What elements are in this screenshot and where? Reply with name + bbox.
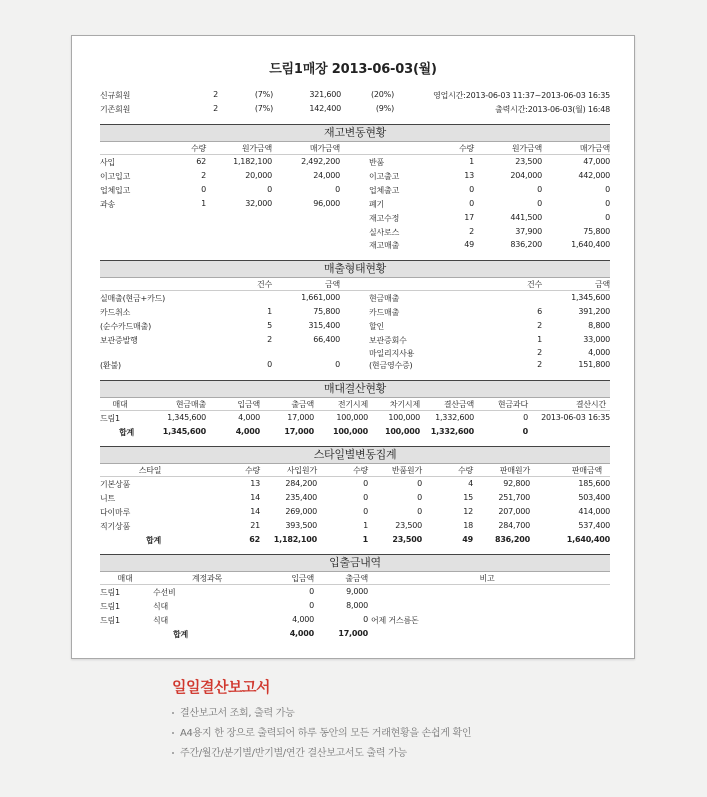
bullet-dot-icon	[172, 712, 174, 714]
caption-bullet: A4용지 한 장으로 출력되어 하루 동안의 모든 거래현황을 손쉽게 확인	[172, 724, 471, 739]
member-existing-count: 2	[213, 104, 218, 113]
inv-header-cost: 원가금액	[241, 144, 272, 153]
section-settlement-title: 매대결산현황	[100, 380, 610, 398]
member-existing-pct: (7%)	[254, 104, 273, 113]
business-time: 영업시간:2013-06-03 11:37~2013-06-03 16:35	[433, 91, 610, 100]
section-sales-type-title: 매출형태현황	[100, 260, 610, 278]
member-existing-amount: 142,400	[309, 104, 341, 113]
sales-header-count-r: 건수	[526, 280, 542, 289]
inv-header-price-r: 매가금액	[579, 144, 610, 153]
inv-header-price: 매가금액	[309, 144, 340, 153]
member-new-share: (20%)	[370, 90, 394, 99]
member-new-label: 신규회원	[100, 91, 131, 100]
sales-header-amount: 금액	[324, 280, 340, 289]
report-title: 드림1매장 2013-06-03(월)	[269, 62, 437, 77]
inv-header-qty: 수량	[190, 144, 206, 153]
caption-bullet: 결산보고서 조회, 출력 가능	[172, 704, 294, 719]
report-paper: 드림1매장 2013-06-03(월) 신규회원 2 (7%) 321,600 (20%) 기존회원 2 (7%) 142,400 (9%) 영업시간:2013-06-03 11:37~2013-06-03 16:35 출력시간:2013-06-03(월) 16:48 재고변동현황 수량 원가금액 매가금액 수량 원가금액 매가금액 사입 62 1,182,100 2,492,200 이고입고 2 20,000 24,000 업체입고 0 0 0 과송 1 32,000 96,000 반품 1 23,500 47,000 이고출고 13 204,000 442,000 업체출고 0 0 0 폐기 0 0 0 재고수정 17 441,500 0 실사로스 2 37,900 75,800 재고매출 49 836,200 1,640,400 매출형태현황 건수 금액 건수 금액 실매출(현금+카드) 1,661,000 카드취소 1 75,800 (순수카드매출) 5 315,400 보관증발행 2 66,400 (환불) 0 0 현금매출 1,345,600 카드매출 6 391,200 할인 2 8,800 보관증회수 1 33,000 마일리지사용 2 4,000 (현금영수증) 2 151,800 매대결산현황 매대 현금매출 입금액 출금액 전기시제 차기시제 결산금액 현금과다 결산시간 드림1 1,345,600 4,000 17,000 100,000 100,000 1,332,600 0 2013-06-03 16:35 합계 1,345,600 4,000 17,000 100,000 100,000 1,332,600 0 스타일별변동집계 스타일 수량 사입원가 수량 반품원가 수량 판매원가 판매금액 기본상품 13 284,200 0 0 4 92,800 185,600 니트 14 235,400 0 0 15 251,700 503,400 다이마루 14 269,000 0 0 12 207,000 414,000 직기상품 21 393,500 1 23,500 18 284,700 537,400 합계 62 1,182,100 1 23,500 49 836,200 1,640,400 입출금내역 매대 계정과목 입금액 출금액 비고 드림1 수선비 0 9,000 드림1 식대 0 8,000 드림1 식대 4,000 0 어제 거스름돈 합계 4,000 17,000	[71, 35, 635, 659]
sales-header-amount-r: 금액	[594, 280, 610, 289]
section-cashflow-title: 입출금내역	[100, 554, 610, 572]
section-style-title: 스타일별변동집계	[100, 446, 610, 464]
bullet-dot-icon	[172, 732, 174, 734]
caption-bullet: 주간/월간/분기별/반기별/연간 결산보고서도 출력 가능	[172, 744, 407, 759]
section-inventory-title: 재고변동현황	[100, 124, 610, 142]
member-existing-share: (9%)	[375, 104, 394, 113]
member-new-count: 2	[213, 90, 218, 99]
caption-heading: 일일결산보고서	[172, 678, 270, 696]
member-new-amount: 321,600	[309, 90, 341, 99]
print-time: 출력시간:2013-06-03(월) 16:48	[495, 105, 610, 114]
member-existing-label: 기존회원	[100, 105, 131, 114]
inv-header-qty-r: 수량	[458, 144, 474, 153]
inv-header-cost-r: 원가금액	[511, 144, 542, 153]
bullet-dot-icon	[172, 752, 174, 754]
sales-header-count: 건수	[256, 280, 272, 289]
member-new-pct: (7%)	[254, 90, 273, 99]
